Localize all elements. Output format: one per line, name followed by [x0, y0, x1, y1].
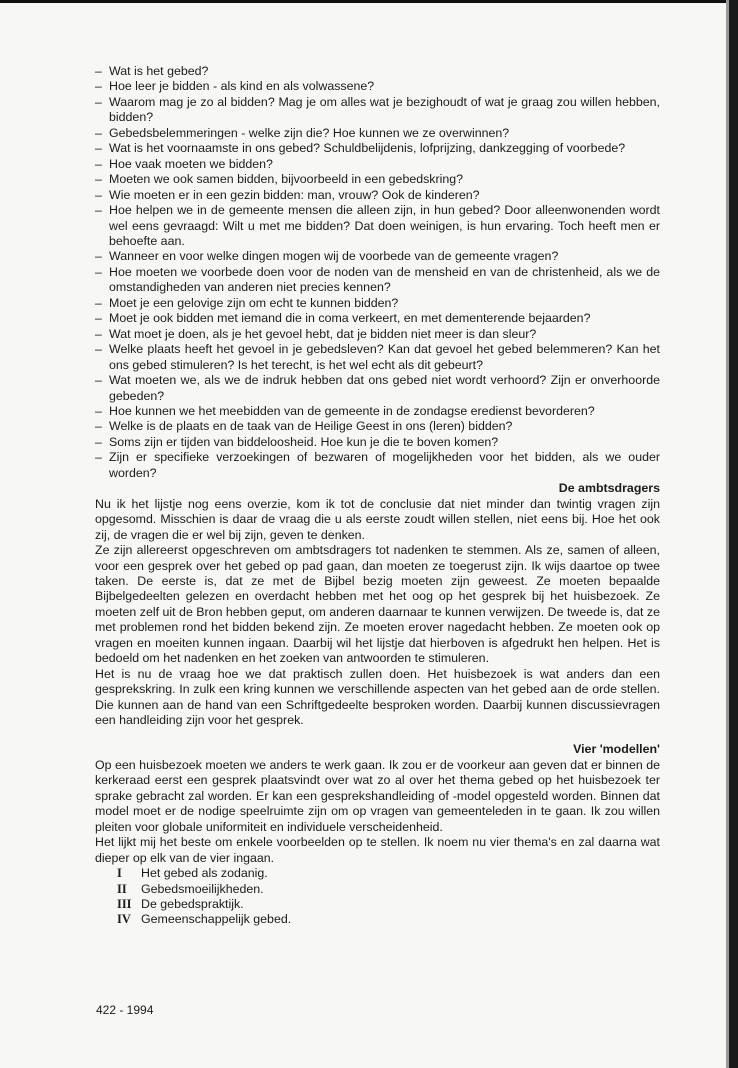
- list-item: – Hoe moeten we voorbede doen voor de noden van de mensheid en van de christenheid, als we de omstandigheden van anderen niet precies kennen?: [95, 265, 660, 296]
- theme-label: Gebedsmoeilijkheden.: [141, 881, 264, 896]
- list-item: – Soms zijn er tijden van biddeloosheid. Hoe kun je die te boven komen?: [95, 435, 660, 450]
- list-item: [95, 882, 660, 897]
- paragraph: Het is nu de vraag hoe we dat praktisch zullen doen. Het huisbezoek is wat anders dan een gesprekskring. In zulk een kring kunnen we verschillende aspecten van het gebed aan de orde stellen. Die kunnen aan de hand van een Schriftgedeelte besproken worden. Daarbij kunnen discussievragen een handleiding zijn voor het gesprek.: [95, 666, 660, 728]
- section-heading-modellen: Vier 'modellen': [573, 742, 660, 757]
- paragraph: Het lijkt mij het beste om enkele voorbeelden op te stellen. Ik noem nu vier thema's en zal daarna wat dieper op elk van de vier ingaan.: [95, 835, 660, 865]
- theme-label: De gebedspraktijk.: [141, 897, 244, 912]
- theme-list: [95, 866, 660, 928]
- list-item: – Wat moet je doen, als je het gevoel hebt, dat je bidden niet meer is dan sleur?: [95, 327, 660, 342]
- list-item: – Moet je een gelovige zijn om echt te kunnen bidden?: [95, 296, 660, 311]
- list-item: – Wanneer en voor welke dingen mogen wij de voorbede van de gemeente vragen?: [95, 249, 660, 264]
- list-item: – Wat is het voornaamste in ons gebed? Schuldbelijdenis, lofprijzing, dankzegging of voorbede?: [95, 141, 660, 156]
- list-item: – Welke plaats heeft het gevoel in je gebedsleven? Kan dat gevoel het gebed belemmeren? Kan het ons gebed stimuleren? Is het terecht, is het wel echt als dit gebeurt?: [95, 342, 660, 373]
- page-content: [95, 64, 660, 928]
- theme-number: IV: [117, 912, 131, 927]
- paragraph: Op een huisbezoek moeten we anders te werk gaan. Ik zou er de voorkeur aan geven dat er binnen de kerkeraad eerst een gesprek plaatsvindt over wat zo al over het thema gebed op het huisbezoek ter sprake gebracht zal worden. Er kan een gesprekshandleiding of -model opgesteld worden. Binnen dat model moet er de nodige speelruimte zijn om op vragen van gemeenteleden in te gaan. Ik zou willen pleiten voor globale uniformiteit en individuele verscheidenheid.: [95, 757, 660, 834]
- question-list: [95, 64, 660, 481]
- list-item: [95, 866, 660, 881]
- theme-number: III: [117, 897, 132, 912]
- list-item: – Welke is de plaats en de taak van de Heilige Geest in ons (leren) bidden?: [95, 419, 660, 434]
- list-item: – Wie moeten er in een gezin bidden: man, vrouw? Ook de kinderen?: [95, 188, 660, 203]
- page-number: 422 - 1994: [96, 1003, 154, 1017]
- theme-label: Het gebed als zodanig.: [141, 866, 268, 881]
- list-item: [95, 912, 660, 927]
- paragraph: Nu ik het lijstje nog eens overzie, kom ik tot de conclusie dat niet minder dan twintig vragen zijn opgesomd. Misschien is daar de vraag die u als eerste zoudt willen stellen, niet eens bij. Hoe het ook zij, de vragen die er wel bij zijn, geven te denken.: [95, 496, 660, 542]
- list-item: – Hoe kunnen we het meebidden van de gemeente in de zondagse eredienst bevorderen?: [95, 404, 660, 419]
- theme-number: I: [117, 866, 122, 881]
- section-heading-ambtsdragers: De ambtsdragers: [558, 481, 660, 496]
- theme-number: II: [117, 881, 127, 896]
- scan-right-edge: [729, 0, 738, 1068]
- theme-label: Gemeenschappelijk gebed.: [141, 912, 292, 927]
- list-item: – Wat is het gebed?: [95, 64, 660, 79]
- list-item: [95, 897, 660, 912]
- list-item: – Waarom mag je zo al bidden? Mag je om alles wat je bezighoudt of wat je graag zou willen hebben, bidden?: [95, 95, 660, 126]
- list-item: – Wat moeten we, als we de indruk hebben dat ons gebed niet wordt verhoord? Zijn er onverhoorde gebeden?: [95, 373, 660, 404]
- list-item: – Hoe leer je bidden - als kind en als volwassene?: [95, 79, 660, 94]
- list-item: – Moet je ook bidden met iemand die in coma verkeert, en met dementerende bejaarden?: [95, 311, 660, 326]
- list-item: – Gebedsbelemmeringen - welke zijn die? Hoe kunnen we ze overwinnen?: [95, 126, 660, 141]
- list-item: – Zijn er specifieke verzoekingen of bezwaren of mogelijkheden voor het bidden, als we ouder worden?: [95, 450, 660, 481]
- list-item: – Moeten we ook samen bidden, bijvoorbeeld in een gebedskring?: [95, 172, 660, 187]
- list-item: – Hoe helpen we in de gemeente mensen die alleen zijn, in hun gebed? Door alleenwonenden wordt wel eens gevraagd: Wilt u met me bidden? Dat doen weinigen, is hun ervaring. Toch heeft men er behoefte aan.: [95, 203, 660, 249]
- paragraph: Ze zijn allereerst opgeschreven om ambtsdragers tot nadenken te stemmen. Als ze, samen of alleen, voor een gesprek over het gebed op pad gaan, dan moeten ze toegerust zijn. Ik wijs daartoe op twee taken. De eerste is, dat ze met de Bijbel bezig moeten zijn geweest. Ze moeten bepaalde Bijbelgedeelten gelezen en overdacht hebben met het oog op het gesprek bij het huisbezoek. Ze moeten zelf uit de Bron hebben geput, om anderen daarnaar te kunnen verwijzen. De tweede is, dat ze met problemen rond het bidden bekend zijn. Ze moeten erover nagedacht hebben. Ze moeten ook op vragen en moeiten kunnen ingaan. Daarbij wil het lijstje dat hierboven is afgedrukt hen helpen. Het is bedoeld om het nadenken en het zoeken van antwoorden te stimuleren.: [95, 543, 660, 666]
- list-item: – Hoe vaak moeten we bidden?: [95, 157, 660, 172]
